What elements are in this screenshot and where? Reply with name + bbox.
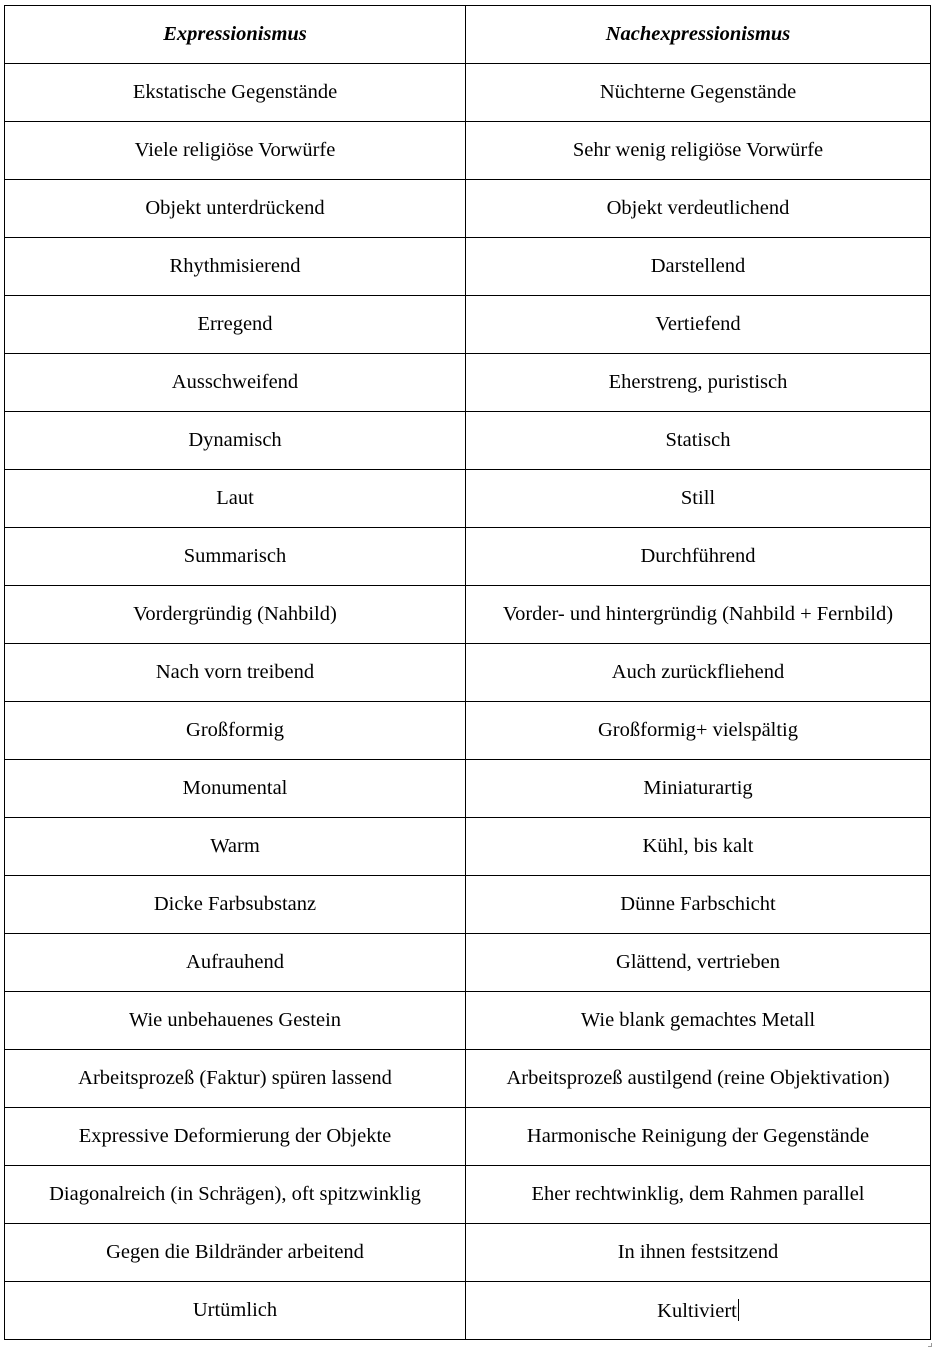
table-row — [5, 1166, 931, 1224]
cell-nachexpressionismus[interactable] — [466, 1166, 931, 1224]
cell-text: Glättend, vertrieben — [616, 951, 780, 974]
cell-nachexpressionismus[interactable] — [466, 296, 931, 354]
cell-nachexpressionismus[interactable] — [466, 528, 931, 586]
table-row — [5, 644, 931, 702]
cell-text: Monumental — [182, 777, 288, 800]
cell-text: Laut — [216, 487, 254, 510]
cell-expressionismus[interactable] — [5, 586, 466, 644]
table-row — [5, 64, 931, 122]
cell-text: Vorder- und hintergründig (Nahbild + Fernbild) — [502, 603, 894, 626]
cell-expressionismus[interactable] — [5, 296, 466, 354]
cell-nachexpressionismus[interactable] — [466, 586, 931, 644]
cell-expressionismus[interactable] — [5, 470, 466, 528]
cell-nachexpressionismus[interactable] — [466, 238, 931, 296]
table-row — [5, 1282, 931, 1340]
table-row — [5, 122, 931, 180]
table-row — [5, 296, 931, 354]
cell-text: Miniaturartig — [643, 777, 753, 800]
cell-nachexpressionismus[interactable] — [466, 1108, 931, 1166]
header-label: Nachexpressionismus — [605, 23, 791, 46]
cell-expressionismus[interactable] — [5, 934, 466, 992]
cell-nachexpressionismus[interactable] — [466, 934, 931, 992]
table-row — [5, 1108, 931, 1166]
table-row — [5, 992, 931, 1050]
cell-text: Statisch — [665, 429, 731, 452]
table-row — [5, 876, 931, 934]
cell-text: Rhythmisierend — [169, 255, 301, 278]
cell-text: Auch zurückfliehend — [611, 661, 785, 684]
header-label: Expressionismus — [163, 23, 307, 46]
cell-expressionismus[interactable] — [5, 876, 466, 934]
cell-expressionismus[interactable] — [5, 1108, 466, 1166]
cell-nachexpressionismus[interactable] — [466, 412, 931, 470]
cell-expressionismus[interactable] — [5, 818, 466, 876]
cell-nachexpressionismus[interactable] — [466, 760, 931, 818]
cell-nachexpressionismus[interactable] — [466, 180, 931, 238]
cell-nachexpressionismus[interactable] — [466, 1282, 931, 1340]
cell-text: Objekt unterdrückend — [145, 197, 325, 220]
cell-text: Eher rechtwinklig, dem Rahmen parallel — [531, 1183, 865, 1206]
cell-text: Arbeitsprozeß austilgend (reine Objektivation) — [506, 1067, 890, 1090]
cell-text: Nüchterne Gegenstände — [599, 81, 797, 104]
table-row — [5, 354, 931, 412]
cell-nachexpressionismus[interactable] — [466, 992, 931, 1050]
table-header-row — [5, 6, 931, 64]
cell-text: Ekstatische Gegenstände — [132, 81, 338, 104]
cell-text: Erregend — [197, 313, 273, 336]
cell-text: Dicke Farbsubstanz — [153, 893, 317, 916]
cell-text: Still — [680, 487, 716, 510]
cell-text: Kühl, bis kalt — [642, 835, 754, 858]
cell-text: Nach vorn treibend — [155, 661, 315, 684]
cell-nachexpressionismus[interactable] — [466, 470, 931, 528]
cell-expressionismus[interactable] — [5, 412, 466, 470]
cell-expressionismus[interactable] — [5, 644, 466, 702]
table-body — [5, 64, 931, 1340]
cell-text: Viele religiöse Vorwürfe — [134, 139, 336, 162]
cell-nachexpressionismus[interactable] — [466, 1050, 931, 1108]
cell-text: Wie unbehauenes Gestein — [128, 1009, 342, 1032]
table-row — [5, 238, 931, 296]
cell-text: Aufrauhend — [186, 951, 284, 974]
cell-expressionismus[interactable] — [5, 528, 466, 586]
table-row — [5, 702, 931, 760]
cell-text: Summarisch — [183, 545, 287, 568]
cell-text: In ihnen festsitzend — [617, 1241, 779, 1264]
table-row — [5, 1050, 931, 1108]
header-cell-nachexpressionismus[interactable] — [466, 6, 931, 64]
cell-nachexpressionismus[interactable] — [466, 1224, 931, 1282]
table-row — [5, 180, 931, 238]
table-row — [5, 412, 931, 470]
cell-nachexpressionismus[interactable] — [466, 876, 931, 934]
cell-text: Arbeitsprozeß (Faktur) spüren lassend — [78, 1067, 392, 1090]
cell-text: Vertiefend — [655, 313, 741, 336]
cell-text: Dünne Farbschicht — [620, 893, 776, 916]
cell-text: Urtümlich — [192, 1299, 278, 1322]
table-row — [5, 818, 931, 876]
cell-text: Gegen die Bildränder arbeitend — [106, 1241, 364, 1264]
cell-expressionismus[interactable] — [5, 702, 466, 760]
table-row — [5, 1224, 931, 1282]
cell-text: Durchführend — [640, 545, 756, 568]
table-row — [5, 934, 931, 992]
text-cursor — [738, 1299, 739, 1321]
comparison-table — [4, 5, 931, 1340]
cell-text: Ausschweifend — [171, 371, 299, 394]
cell-nachexpressionismus[interactable] — [466, 818, 931, 876]
cell-nachexpressionismus[interactable] — [466, 354, 931, 412]
cell-text: Dynamisch — [188, 429, 282, 452]
table-row — [5, 470, 931, 528]
cell-nachexpressionismus[interactable] — [466, 64, 931, 122]
cell-text: Vordergründig (Nahbild) — [133, 603, 337, 626]
cell-expressionismus[interactable] — [5, 1050, 466, 1108]
cell-expressionismus[interactable] — [5, 1166, 466, 1224]
cell-text: Sehr wenig religiöse Vorwürfe — [572, 139, 824, 162]
cell-nachexpressionismus[interactable] — [466, 644, 931, 702]
cell-text: Kultiviert — [657, 1300, 737, 1323]
cell-text: Eherstreng, puristisch — [608, 371, 788, 394]
cell-expressionismus[interactable] — [5, 1282, 466, 1340]
table-row — [5, 528, 931, 586]
cell-expressionismus[interactable] — [5, 354, 466, 412]
cell-text: Warm — [210, 835, 260, 858]
cell-text: Objekt verdeutlichend — [606, 197, 790, 220]
cell-expressionismus[interactable] — [5, 238, 466, 296]
page-corner-mark — [928, 1343, 932, 1347]
cell-text: Expressive Deformierung der Objekte — [78, 1125, 392, 1148]
table-row — [5, 586, 931, 644]
cell-nachexpressionismus[interactable] — [466, 122, 931, 180]
cell-text: Großformig+ vielspältig — [597, 719, 798, 742]
cell-expressionismus[interactable] — [5, 64, 466, 122]
header-cell-expressionismus[interactable] — [5, 6, 466, 64]
cell-text: Harmonische Reinigung der Gegenstände — [526, 1125, 870, 1148]
cell-expressionismus[interactable] — [5, 1224, 466, 1282]
cell-text: Wie blank gemachtes Metall — [580, 1009, 816, 1032]
cell-expressionismus[interactable] — [5, 992, 466, 1050]
cell-expressionismus[interactable] — [5, 760, 466, 818]
cell-text: Großformig — [186, 719, 284, 742]
cell-expressionismus[interactable] — [5, 180, 466, 238]
table-row — [5, 760, 931, 818]
cell-nachexpressionismus[interactable] — [466, 702, 931, 760]
cell-expressionismus[interactable] — [5, 122, 466, 180]
cell-text: Darstellend — [650, 255, 746, 278]
cell-text: Diagonalreich (in Schrägen), oft spitzwinklig — [49, 1183, 421, 1206]
